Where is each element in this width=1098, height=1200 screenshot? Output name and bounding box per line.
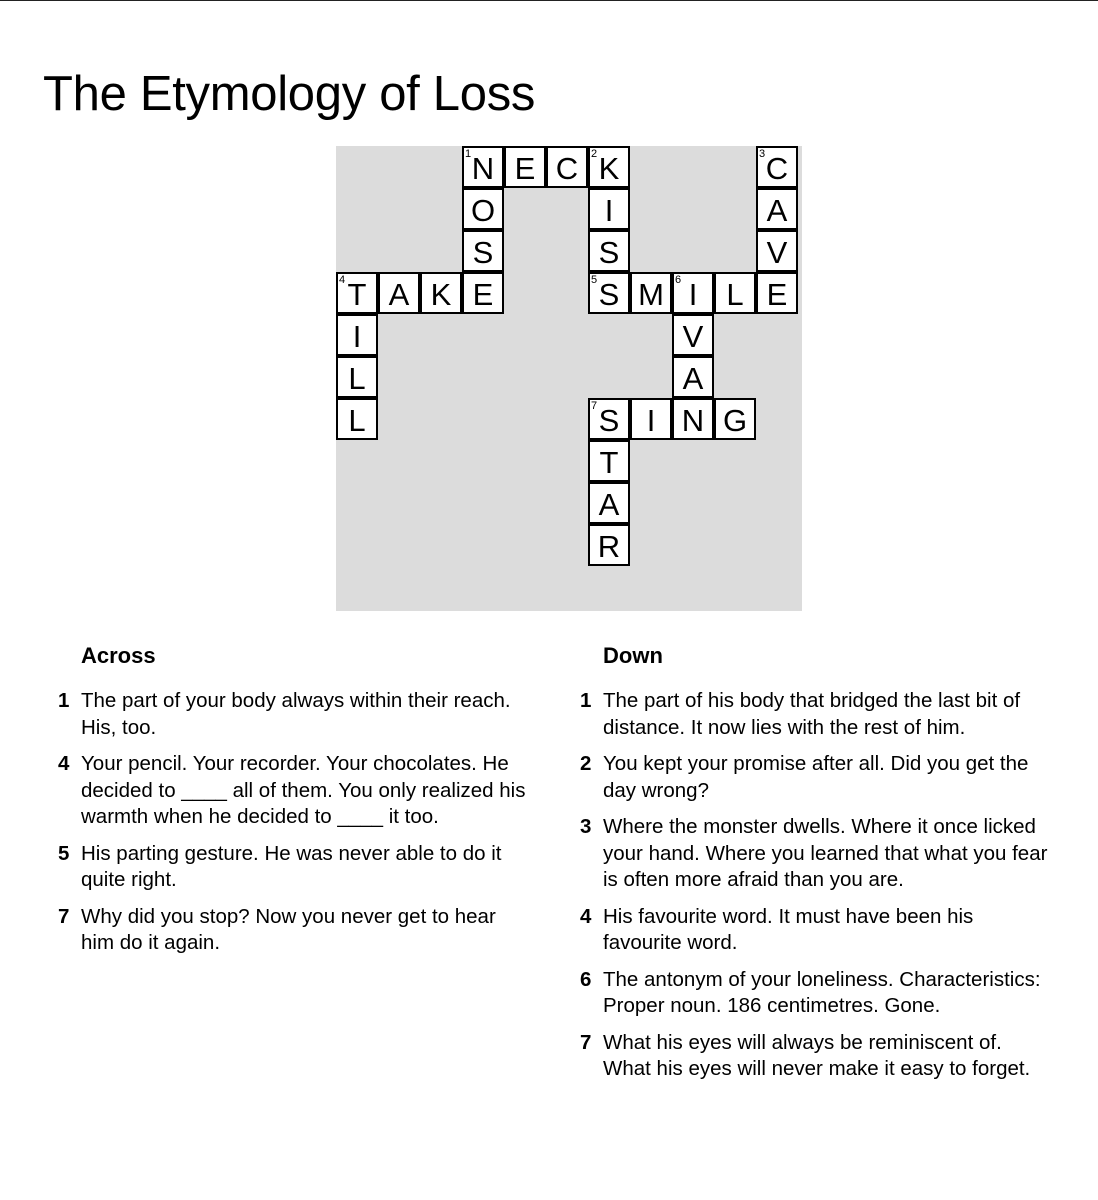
cell-number: 5 [591, 274, 598, 286]
cell-letter: S [598, 403, 620, 438]
grid-cell[interactable] [588, 188, 630, 230]
clue-number: 6 [580, 967, 592, 991]
down-clue-7 [580, 1030, 1060, 1083]
clue-text: You kept your promise after all. Did you get the day wrong? [603, 752, 1029, 802]
grid-cell[interactable] [420, 272, 462, 314]
grid-cell[interactable] [336, 356, 378, 398]
grid-cell[interactable] [588, 398, 630, 440]
grid-cell[interactable] [756, 230, 798, 272]
cell-letter: I [646, 403, 656, 438]
cell-letter: N [681, 403, 705, 438]
grid-cell[interactable] [546, 146, 588, 188]
clue-text: Your pencil. Your recorder. Your chocolates. He decided to ____ all of them. You only realized his warmth when he decided to ____ it too. [81, 752, 526, 828]
cell-number: 7 [591, 400, 598, 412]
cell-letter: E [766, 277, 788, 312]
clue-number: 4 [580, 904, 592, 928]
page-title: The Etymology of Loss [43, 67, 536, 121]
grid-cell[interactable] [630, 272, 672, 314]
clue-number: 2 [580, 752, 592, 775]
cell-number: 4 [339, 274, 346, 286]
cell-letter: G [722, 403, 748, 438]
grid-cell[interactable] [462, 272, 504, 314]
cell-letter: C [555, 151, 579, 186]
cell-letter: S [598, 277, 620, 312]
grid-cell[interactable] [462, 230, 504, 272]
clue-text: Where the monster dwells. Where it once licked your hand. Where you learned that what you fear is often more afraid than you are. [603, 815, 1048, 891]
clue-number: 7 [580, 1030, 592, 1054]
down-clue-1 [580, 688, 1060, 741]
grid-cell[interactable] [378, 272, 420, 314]
cell-number: 6 [675, 274, 682, 286]
cell-letter: C [765, 151, 789, 186]
cell-letter: V [682, 319, 704, 354]
grid-cell[interactable] [588, 230, 630, 272]
grid-cell[interactable] [630, 398, 672, 440]
cell-letter: R [597, 529, 621, 564]
cell-letter: N [471, 151, 495, 186]
cell-letter: A [598, 487, 620, 522]
grid-cell[interactable] [714, 272, 756, 314]
down-clues [580, 640, 1060, 1093]
clue-text: The antonym of your loneliness. Characteristics: Proper noun. 186 centimetres. Gone. [603, 967, 1041, 1017]
grid-cell[interactable] [336, 398, 378, 440]
clue-number: 3 [580, 815, 592, 838]
grid-cell[interactable] [672, 272, 714, 314]
down-clue-6 [580, 967, 1060, 1020]
top-rule [0, 0, 1098, 1]
across-clue-1 [58, 688, 538, 741]
grid-cell[interactable] [672, 314, 714, 356]
clue-text: The part of your body always within their reach. His, too. [81, 689, 511, 739]
clue-number: 4 [58, 752, 70, 775]
cell-number: 1 [465, 148, 472, 160]
cell-letter: L [726, 277, 744, 312]
grid-cell[interactable] [336, 314, 378, 356]
cell-letter: S [598, 235, 620, 270]
crossword-grid [336, 146, 802, 611]
cell-number: 2 [591, 148, 598, 160]
grid-cell[interactable] [588, 440, 630, 482]
down-clue-4 [580, 904, 1060, 957]
down-heading: Down [603, 643, 663, 668]
grid-cell[interactable] [336, 272, 378, 314]
grid-cell[interactable] [672, 398, 714, 440]
cell-letter: E [514, 151, 536, 186]
cell-letter: T [347, 277, 367, 312]
cell-letter: I [604, 193, 614, 228]
across-clues [58, 640, 538, 967]
cell-number: 3 [759, 148, 766, 160]
grid-cell[interactable] [462, 146, 504, 188]
grid-cell[interactable] [756, 188, 798, 230]
across-clue-5 [58, 841, 538, 894]
grid-cell[interactable] [588, 524, 630, 566]
cell-letter: A [766, 193, 788, 228]
clue-number: 1 [58, 689, 70, 712]
cell-letter: I [688, 277, 698, 312]
across-heading: Across [81, 643, 156, 668]
clue-text: Why did you stop? Now you never get to hear him do it again. [81, 904, 496, 954]
grid-cell[interactable] [462, 188, 504, 230]
clue-text: What his eyes will always be reminiscent of. What his eyes will never make it easy to forget. [603, 1030, 1031, 1080]
cell-letter: I [352, 319, 362, 354]
grid-cell[interactable] [714, 398, 756, 440]
grid-cell[interactable] [504, 146, 546, 188]
grid-cell[interactable] [756, 146, 798, 188]
cell-letter: S [472, 235, 494, 270]
grid-cell[interactable] [588, 482, 630, 524]
cell-letter: V [766, 235, 788, 270]
clue-number: 7 [58, 904, 70, 928]
grid-cell[interactable] [672, 356, 714, 398]
across-clue-4 [58, 751, 538, 831]
clue-text: The part of his body that bridged the last bit of distance. It now lies with the rest of him. [603, 689, 1021, 739]
cell-letter: L [348, 361, 366, 396]
grid-cell[interactable] [756, 272, 798, 314]
cell-letter: K [430, 277, 452, 312]
grid-cell[interactable] [588, 146, 630, 188]
clue-text: His parting gesture. He was never able to do it quite right. [81, 841, 502, 891]
cell-letter: A [388, 277, 410, 312]
grid-cell[interactable] [588, 272, 630, 314]
cell-letter: O [470, 193, 496, 228]
clue-number: 1 [580, 689, 592, 712]
cell-letter: T [599, 445, 619, 480]
cell-letter: K [598, 151, 620, 186]
cell-letter: M [638, 277, 664, 312]
cell-letter: A [682, 361, 704, 396]
across-clue-7 [58, 904, 538, 957]
cell-letter: L [348, 403, 366, 438]
clue-text: His favourite word. It must have been his favourite word. [603, 904, 974, 954]
cell-letter: E [472, 277, 494, 312]
down-clue-2 [580, 751, 1060, 804]
down-clue-3 [580, 814, 1060, 894]
clue-number: 5 [58, 841, 70, 865]
